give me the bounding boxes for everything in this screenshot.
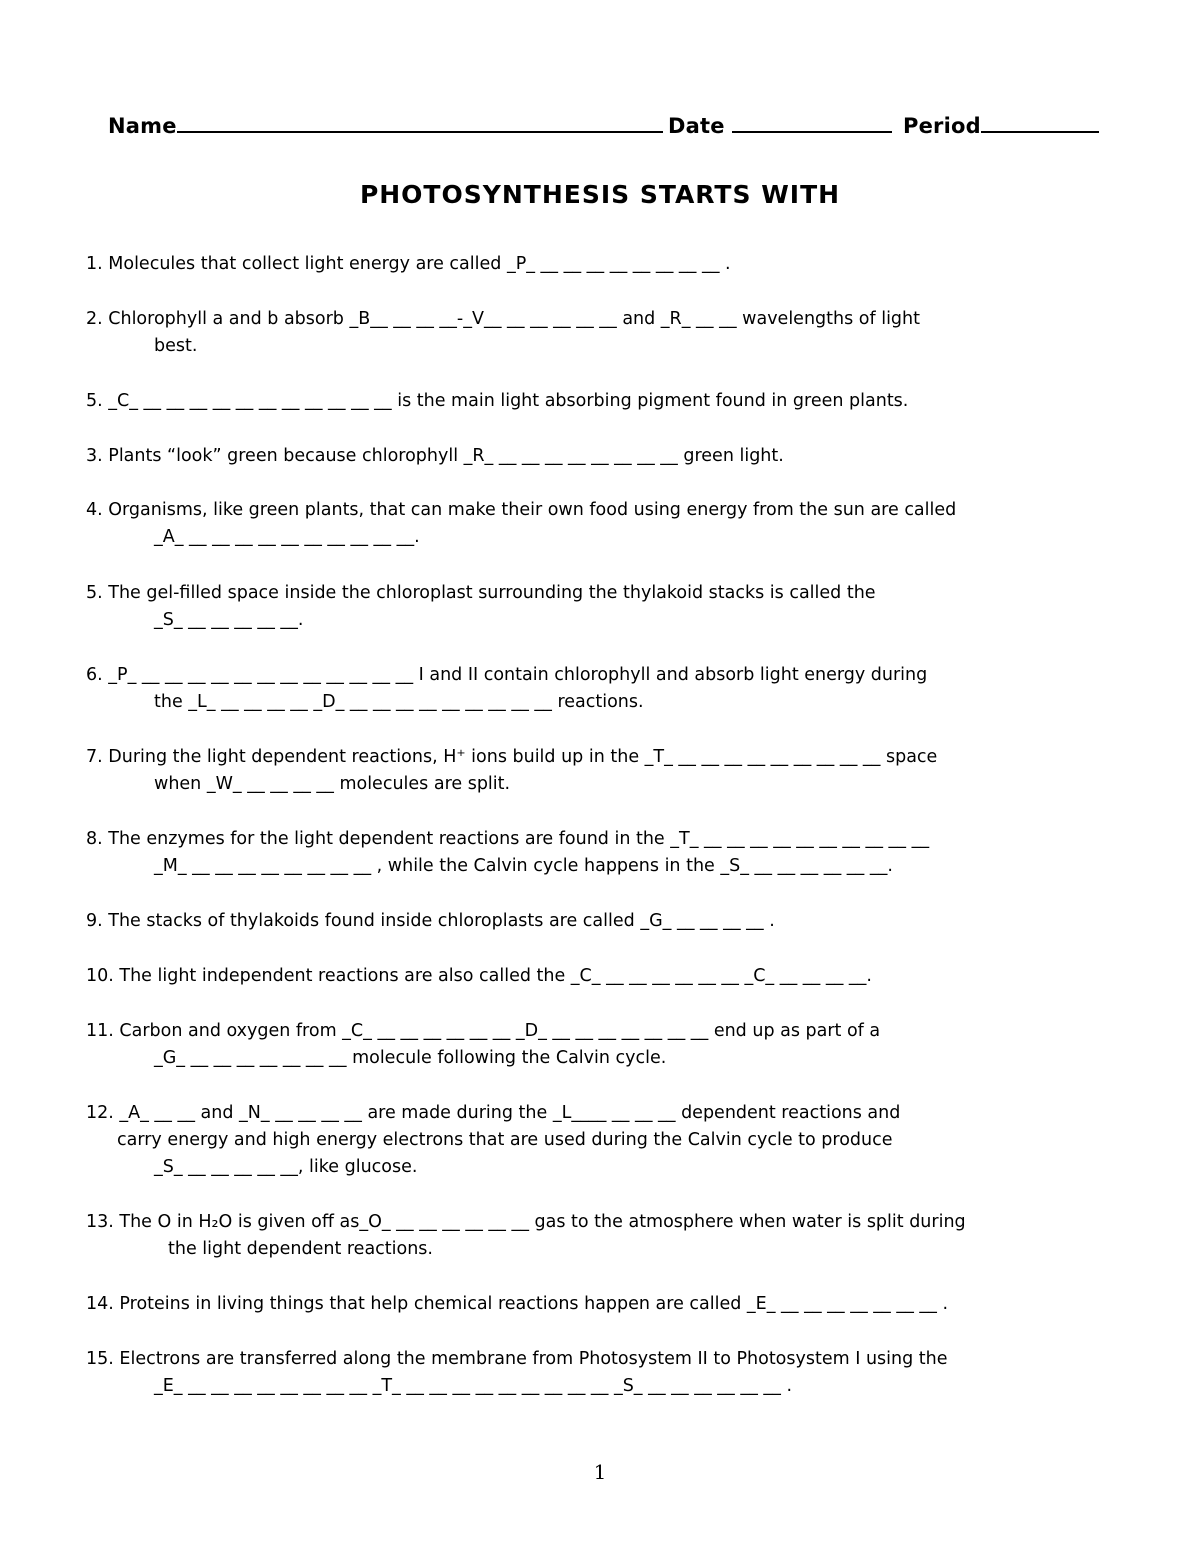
question-line: 12. _A_ __ __ and _N_ __ __ __ __ are made during the _L____ __ __ __ dependent reactions and [86,1103,901,1123]
question-line: 15. Electrons are transferred along the membrane from Photosystem II to Photosystem I using the [86,1349,948,1369]
date-blank[interactable] [732,111,892,133]
period-label: Period [903,114,981,138]
question-line: 14. Proteins in living things that help chemical reactions happen are called _E_ __ __ __ __ __ __ __ . [86,1294,949,1314]
question-chlorophyll [86,388,1096,415]
question-line: _E_ __ __ __ __ __ __ __ __ _T_ __ __ __ __ __ __ __ __ __ _S_ __ __ __ __ __ __ . [154,1376,793,1396]
period-field[interactable] [903,111,1099,138]
question-15 [86,1346,1096,1400]
date-label: Date [668,114,725,138]
question-1 [86,251,1096,278]
name-field[interactable] [108,111,663,138]
question-line: when _W_ __ __ __ __ molecules are split. [154,774,511,794]
question-8 [86,826,1096,880]
question-line: 9. The stacks of thylakoids found inside chloroplasts are called _G_ __ __ __ __ . [86,911,775,931]
question-5 [86,580,1096,634]
question-14 [86,1291,1096,1318]
question-line: 10. The light independent reactions are also called the _C_ __ __ __ __ __ __ _C_ __ __ __ __. [86,966,872,986]
question-line: _S_ __ __ __ __ __. [154,610,304,630]
question-line: 4. Organisms, like green plants, that can make their own food using energy from the sun are called [86,500,957,520]
question-line: 7. During the light dependent reactions, H⁺ ions build up in the _T_ __ __ __ __ __ __ __ __ __ space [86,747,938,767]
name-blank[interactable] [177,111,663,133]
question-line: 1. Molecules that collect light energy are called _P_ __ __ __ __ __ __ __ __ . [86,254,731,274]
question-line: _A_ __ __ __ __ __ __ __ __ __ __. [154,527,420,547]
question-9 [86,908,1096,935]
question-line: 5. The gel-filled space inside the chloroplast surrounding the thylakoid stacks is called the [86,583,876,603]
question-line: 3. Plants “look” green because chlorophyll _R_ __ __ __ __ __ __ __ __ green light. [86,446,784,466]
question-line: 8. The enzymes for the light dependent reactions are found in the _T_ __ __ __ __ __ __ __ __ __ __ [86,829,930,849]
question-line: carry energy and high energy electrons that are used during the Calvin cycle to produce [117,1130,893,1150]
question-10 [86,963,1096,990]
question-4 [86,497,1096,551]
worksheet-title: PHOTOSYNTHESIS STARTS WITH [359,180,841,209]
question-11 [86,1018,1096,1072]
question-2 [86,306,1096,360]
question-line: 2. Chlorophyll a and b absorb _B__ __ __ __-_V__ __ __ __ __ __ and _R_ __ __ wavelengths of light [86,309,920,329]
name-label: Name [108,114,177,138]
question-line: _M_ __ __ __ __ __ __ __ __ , while the Calvin cycle happens in the _S_ __ __ __ __ __ __. [154,856,893,876]
question-12 [86,1100,1096,1181]
question-3 [86,443,1096,470]
date-field[interactable] [668,111,892,138]
question-13 [86,1209,1096,1263]
question-line: 5. _C_ __ __ __ __ __ __ __ __ __ __ __ is the main light absorbing pigment found in green plants. [86,391,909,411]
question-line: best. [154,336,198,356]
question-7 [86,744,1096,798]
question-line: 6. _P_ __ __ __ __ __ __ __ __ __ __ __ __ I and II contain chlorophyll and absorb light energy during [86,665,928,685]
question-6 [86,662,1096,716]
question-line: _G_ __ __ __ __ __ __ __ molecule following the Calvin cycle. [154,1048,667,1068]
question-line: 11. Carbon and oxygen from _C_ __ __ __ __ __ __ _D_ __ __ __ __ __ __ __ end up as part of a [86,1021,881,1041]
question-line: the light dependent reactions. [168,1239,433,1259]
question-line: the _L_ __ __ __ __ _D_ __ __ __ __ __ __ __ __ __ reactions. [154,692,644,712]
period-blank[interactable] [981,111,1099,133]
page-number: 1 [593,1460,607,1484]
question-line: _S_ __ __ __ __ __, like glucose. [154,1157,418,1177]
question-line: 13. The O in H₂O is given off as_O_ __ __ __ __ __ __ gas to the atmosphere when water is split during [86,1212,966,1232]
